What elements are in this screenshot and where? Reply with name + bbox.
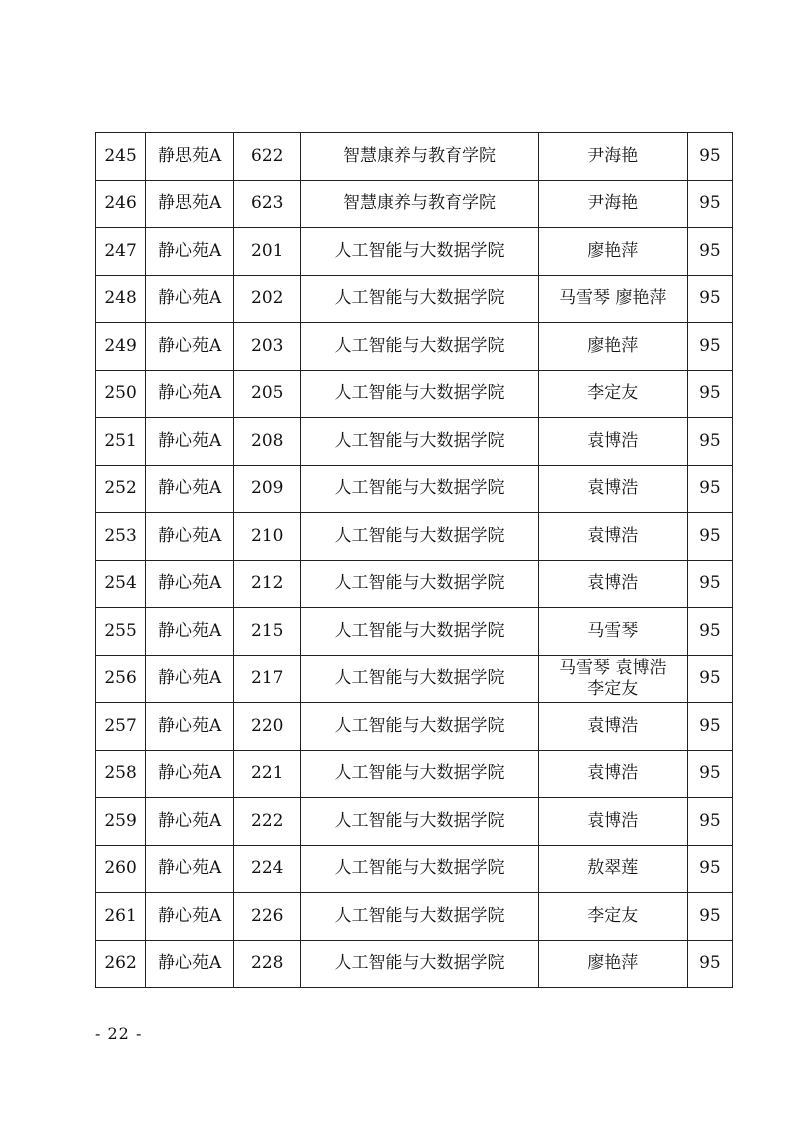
cell-building: 静心苑A (146, 750, 234, 798)
cell-serial-number: 253 (96, 513, 146, 561)
cell-staff (538, 893, 687, 941)
table-row (96, 275, 733, 323)
cell-staff (538, 608, 687, 656)
cell-college: 人工智能与大数据学院 (301, 940, 538, 988)
cell-building: 静思苑A (146, 133, 234, 181)
cell-room-number: 220 (234, 703, 301, 751)
staff-name: 袁博浩 (587, 430, 639, 451)
cell-building: 静心苑A (146, 513, 234, 561)
cell-staff (538, 275, 687, 323)
cell-serial-number: 246 (96, 180, 146, 228)
cell-room-number: 208 (234, 418, 301, 466)
cell-building: 静心苑A (146, 228, 234, 276)
cell-building: 静心苑A (146, 893, 234, 941)
cell-staff (538, 560, 687, 608)
cell-room-number: 226 (234, 893, 301, 941)
staff-name: 袁博浩 (587, 525, 639, 546)
cell-serial-number: 249 (96, 323, 146, 371)
table-row (96, 228, 733, 276)
cell-room-number: 217 (234, 655, 301, 703)
cell-serial-number: 262 (96, 940, 146, 988)
cell-score: 95 (687, 180, 732, 228)
table-row (96, 845, 733, 893)
cell-score: 95 (687, 940, 732, 988)
cell-staff (538, 513, 687, 561)
cell-score: 95 (687, 465, 732, 513)
cell-room-number: 205 (234, 370, 301, 418)
cell-score: 95 (687, 560, 732, 608)
cell-building: 静心苑A (146, 608, 234, 656)
cell-serial-number: 257 (96, 703, 146, 751)
cell-serial-number: 258 (96, 750, 146, 798)
cell-staff (538, 370, 687, 418)
table-row (96, 418, 733, 466)
cell-college: 人工智能与大数据学院 (301, 893, 538, 941)
cell-room-number: 203 (234, 323, 301, 371)
cell-room-number: 224 (234, 845, 301, 893)
cell-score: 95 (687, 608, 732, 656)
staff-name: 袁博浩 (587, 763, 639, 784)
cell-room-number: 222 (234, 798, 301, 846)
cell-staff (538, 465, 687, 513)
cell-building: 静心苑A (146, 370, 234, 418)
cell-building: 静思苑A (146, 180, 234, 228)
staff-name: 李定友 (587, 678, 639, 699)
cell-staff (538, 228, 687, 276)
cell-building: 静心苑A (146, 275, 234, 323)
cell-college: 人工智能与大数据学院 (301, 798, 538, 846)
cell-score: 95 (687, 798, 732, 846)
staff-name: 尹海艳 (587, 145, 639, 166)
cell-room-number: 210 (234, 513, 301, 561)
staff-name: 敖翠莲 (587, 858, 639, 879)
cell-college: 人工智能与大数据学院 (301, 513, 538, 561)
cell-serial-number: 250 (96, 370, 146, 418)
staff-name: 马雪琴 袁博浩 (559, 657, 667, 678)
table-row (96, 655, 733, 703)
cell-score: 95 (687, 513, 732, 561)
cell-building: 静心苑A (146, 560, 234, 608)
cell-serial-number: 247 (96, 228, 146, 276)
cell-building: 静心苑A (146, 940, 234, 988)
cell-college: 人工智能与大数据学院 (301, 655, 538, 703)
cell-score: 95 (687, 323, 732, 371)
cell-serial-number: 256 (96, 655, 146, 703)
cell-room-number: 212 (234, 560, 301, 608)
cell-staff (538, 323, 687, 371)
staff-name: 马雪琴 (587, 620, 639, 641)
cell-college: 人工智能与大数据学院 (301, 608, 538, 656)
cell-score: 95 (687, 655, 732, 703)
table-row (96, 465, 733, 513)
cell-building: 静心苑A (146, 703, 234, 751)
cell-room-number: 202 (234, 275, 301, 323)
staff-name: 廖艳萍 (587, 335, 639, 356)
cell-college: 人工智能与大数据学院 (301, 703, 538, 751)
cell-staff (538, 703, 687, 751)
staff-name: 廖艳萍 (587, 953, 639, 974)
cell-staff (538, 750, 687, 798)
cell-serial-number: 259 (96, 798, 146, 846)
cell-college: 人工智能与大数据学院 (301, 418, 538, 466)
cell-building: 静心苑A (146, 655, 234, 703)
cell-serial-number: 261 (96, 893, 146, 941)
cell-college: 人工智能与大数据学院 (301, 560, 538, 608)
cell-score: 95 (687, 133, 732, 181)
cell-score: 95 (687, 275, 732, 323)
cell-score: 95 (687, 703, 732, 751)
staff-name: 李定友 (587, 383, 639, 404)
cell-building: 静心苑A (146, 798, 234, 846)
cell-room-number: 201 (234, 228, 301, 276)
cell-room-number: 215 (234, 608, 301, 656)
cell-score: 95 (687, 370, 732, 418)
table-row (96, 370, 733, 418)
cell-building: 静心苑A (146, 845, 234, 893)
table-row (96, 893, 733, 941)
staff-name: 尹海艳 (587, 193, 639, 214)
cell-staff (538, 133, 687, 181)
cell-building: 静心苑A (146, 465, 234, 513)
cell-room-number: 622 (234, 133, 301, 181)
cell-college: 人工智能与大数据学院 (301, 465, 538, 513)
table-row (96, 513, 733, 561)
cell-score: 95 (687, 750, 732, 798)
cell-staff (538, 798, 687, 846)
cell-serial-number: 248 (96, 275, 146, 323)
staff-name: 李定友 (587, 905, 639, 926)
table-row (96, 323, 733, 371)
cell-serial-number: 245 (96, 133, 146, 181)
cell-college: 人工智能与大数据学院 (301, 370, 538, 418)
cell-staff (538, 180, 687, 228)
staff-name: 袁博浩 (587, 573, 639, 594)
cell-serial-number: 254 (96, 560, 146, 608)
dormitory-score-table (95, 132, 733, 988)
cell-college: 人工智能与大数据学院 (301, 228, 538, 276)
cell-college: 人工智能与大数据学院 (301, 845, 538, 893)
cell-room-number: 209 (234, 465, 301, 513)
cell-score: 95 (687, 418, 732, 466)
cell-score: 95 (687, 845, 732, 893)
cell-serial-number: 252 (96, 465, 146, 513)
cell-college: 人工智能与大数据学院 (301, 275, 538, 323)
cell-college: 智慧康养与教育学院 (301, 133, 538, 181)
table-row (96, 133, 733, 181)
table-row (96, 703, 733, 751)
cell-staff (538, 418, 687, 466)
page-number: - 22 - (95, 1024, 143, 1043)
cell-college: 人工智能与大数据学院 (301, 323, 538, 371)
staff-name: 袁博浩 (587, 810, 639, 831)
cell-staff (538, 655, 687, 703)
table-row (96, 560, 733, 608)
cell-room-number: 221 (234, 750, 301, 798)
table-row (96, 608, 733, 656)
cell-serial-number: 251 (96, 418, 146, 466)
cell-staff (538, 845, 687, 893)
cell-building: 静心苑A (146, 418, 234, 466)
cell-college: 人工智能与大数据学院 (301, 750, 538, 798)
table-row (96, 798, 733, 846)
cell-serial-number: 255 (96, 608, 146, 656)
cell-score: 95 (687, 893, 732, 941)
table-row (96, 750, 733, 798)
cell-college: 智慧康养与教育学院 (301, 180, 538, 228)
cell-building: 静心苑A (146, 323, 234, 371)
staff-name: 马雪琴 廖艳萍 (559, 288, 667, 309)
staff-name: 廖艳萍 (587, 240, 639, 261)
cell-score: 95 (687, 228, 732, 276)
staff-name: 袁博浩 (587, 478, 639, 499)
cell-staff (538, 940, 687, 988)
cell-room-number: 228 (234, 940, 301, 988)
staff-name: 袁博浩 (587, 715, 639, 736)
cell-serial-number: 260 (96, 845, 146, 893)
table-row (96, 180, 733, 228)
cell-room-number: 623 (234, 180, 301, 228)
table-body (96, 133, 733, 988)
table-row (96, 940, 733, 988)
